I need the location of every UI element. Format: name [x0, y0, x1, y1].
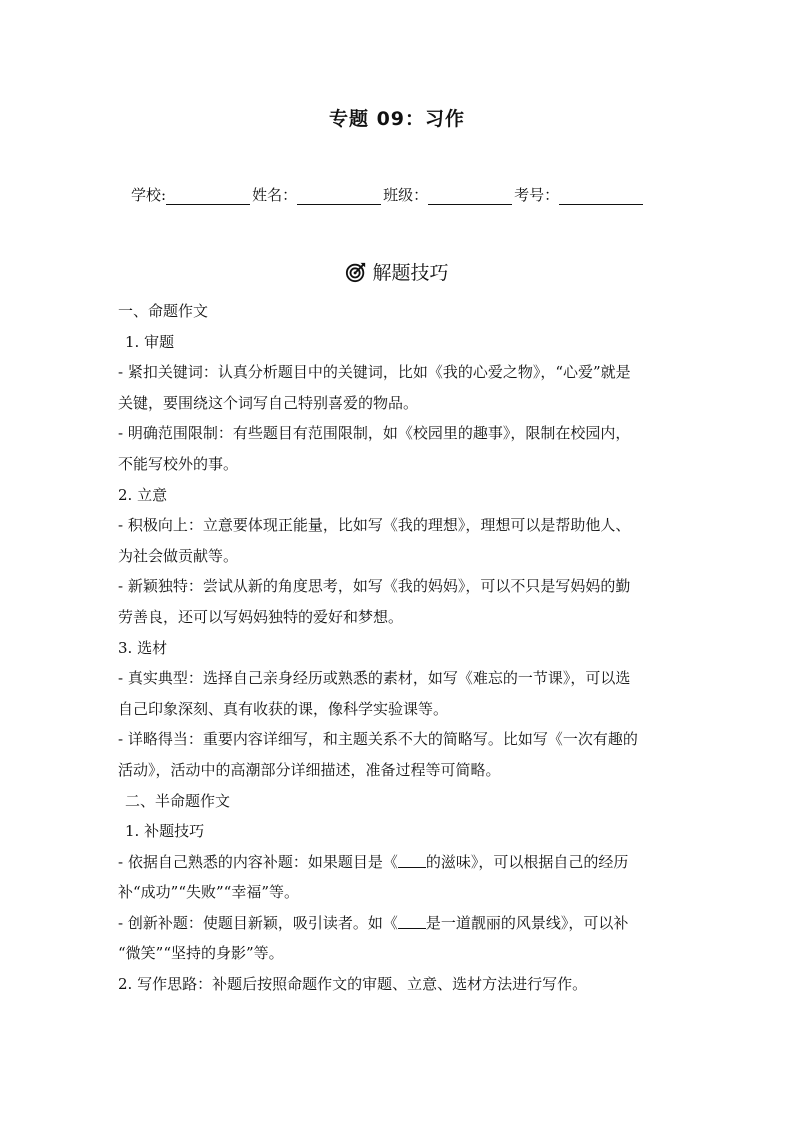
- paragraph-line: - 明确范围限制：有些题目有范围限制，如《校园里的趣事》，限制在校园内，: [118, 424, 631, 443]
- paragraph-line: - 积极向上：立意要体现正能量，比如写《我的理想》，理想可以是帮助他人、: [118, 516, 631, 535]
- paragraph-line: 补“成功”“失败”“幸福”等。: [118, 883, 300, 902]
- exam-number-field[interactable]: [559, 188, 643, 205]
- subheading-writing-approach: 2. 写作思路：补题后按照命题作文的审题、立意、选材方法进行写作。: [118, 975, 588, 994]
- class-label: 班级：: [383, 186, 429, 204]
- class-field[interactable]: [428, 188, 512, 205]
- paragraph-line: - 详略得当：重要内容详细写，和主题关系不大的简略写。比如写《一次有趣的: [118, 730, 638, 749]
- paragraph-line: [118, 908, 678, 939]
- paragraph-line: - 真实典型：选择自己亲身经历或熟悉的素材，如写《难忘的一节课》，可以选: [118, 669, 631, 688]
- name-field[interactable]: [297, 188, 381, 205]
- section-header: [0, 258, 794, 285]
- school-label: 学校:: [131, 186, 167, 204]
- paragraph-line: 关键，要围绕这个词写自己特别喜爱的物品。: [118, 393, 419, 412]
- text-fragment: 是一道靓丽的风景线》，可以补: [425, 913, 629, 932]
- paragraph-line: 自己印象深刻、真有收获的课，像科学实验课等。: [118, 699, 449, 718]
- heading-semi-topic-essay: 二、半命题作文: [125, 791, 231, 810]
- paragraph-line: “微笑”“坚持的身影”等。: [118, 944, 284, 963]
- heading-topic-essay: 一、命题作文: [118, 302, 209, 320]
- paragraph-line: 劳善良，还可以写妈妈独特的爱好和梦想。: [118, 607, 404, 626]
- subheading-theme: 2. 立意: [118, 485, 168, 504]
- section-title: 解题技巧: [372, 262, 449, 284]
- text-fragment: - 创新补题：使题目新颖，吸引读者。如《: [118, 913, 398, 932]
- text-fragment: 的滋味》，可以根据自己的经历: [425, 852, 629, 871]
- paragraph-line: [118, 847, 678, 878]
- text-fragment: - 依据自己熟悉的内容补题：如果题目是《: [118, 852, 398, 871]
- fill-blank: [398, 853, 426, 868]
- target-icon: [345, 261, 367, 283]
- student-info-row: [131, 184, 645, 205]
- page-title: 专题 09：习作: [328, 108, 466, 130]
- paragraph-line: 不能写校外的事。: [118, 454, 239, 473]
- subheading-material: 3. 选材: [118, 638, 168, 657]
- fill-blank: [398, 914, 426, 929]
- paragraph-line: - 新颖独特：尝试从新的角度思考，如写《我的妈妈》，可以不只是写妈妈的勤: [118, 577, 631, 596]
- paragraph-line: 活动》，活动中的高潮部分详细描述，准备过程等可简略。: [118, 760, 501, 779]
- subheading-fill-topic: 1. 补题技巧: [125, 822, 205, 841]
- school-field[interactable]: [166, 188, 250, 205]
- paragraph-line: - 紧扣关键词：认真分析题目中的关键词，比如《我的心爱之物》，“心爱”就是: [118, 363, 631, 382]
- paragraph-line: 为社会做贡献等。: [118, 546, 239, 565]
- document-body: [118, 296, 678, 1000]
- subheading-review-topic: 1. 审题: [125, 332, 175, 351]
- exam-number-label: 考号：: [514, 186, 560, 204]
- name-label: 姓名：: [252, 186, 298, 204]
